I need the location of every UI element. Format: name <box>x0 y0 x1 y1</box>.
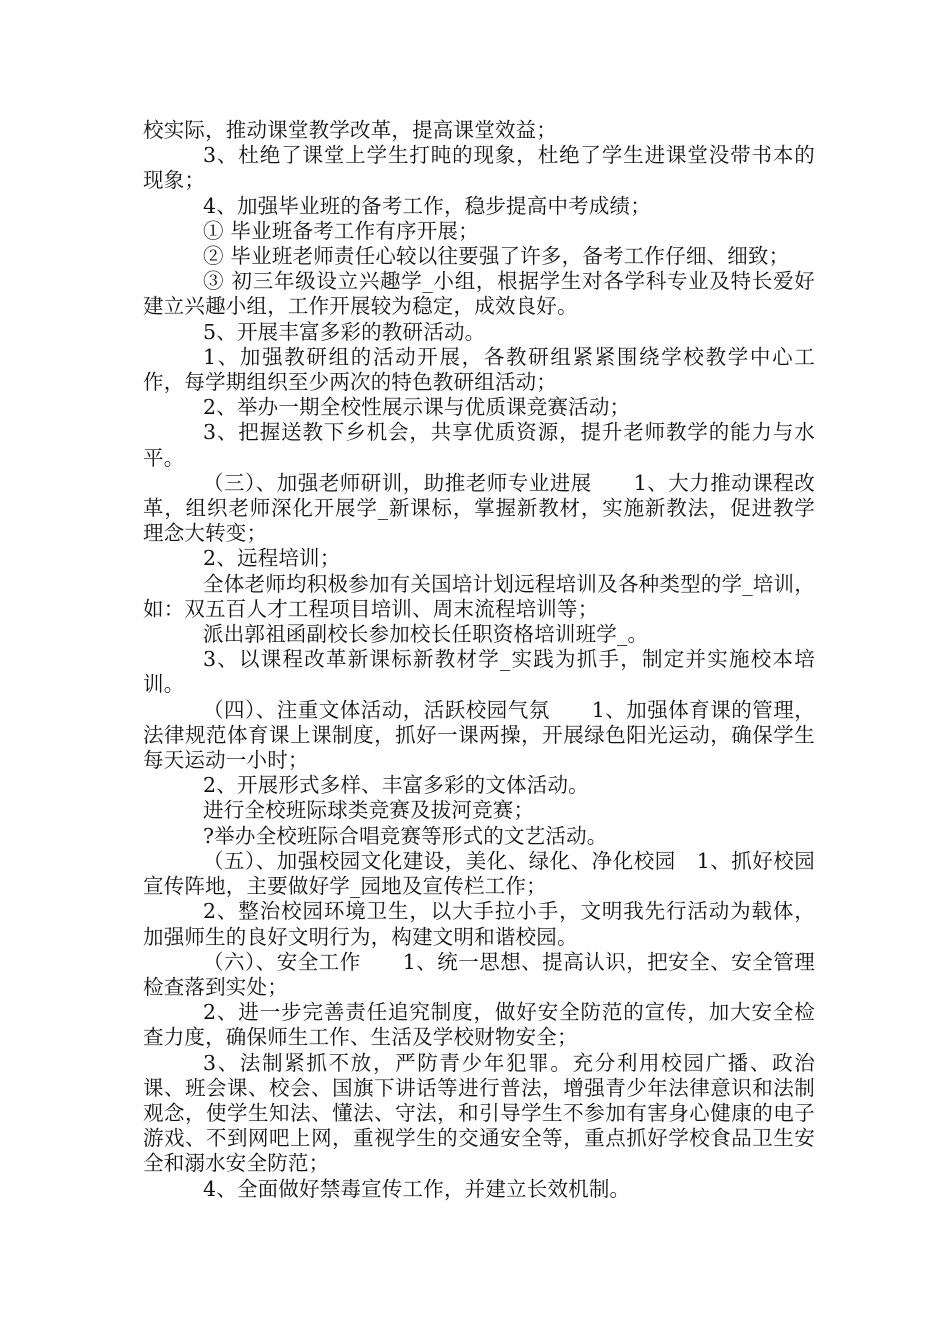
paragraph: 1、加强教研组的活动开展，各教研组紧紧围绕学校教学中心工作，每学期组织至少两次的特色教研组活动； <box>143 344 815 395</box>
paragraph: ③ 初三年级设立兴趣学_小组，根据学生对各学科专业及特长爱好建立兴趣小组，工作开展较为稳定，成效良好。 <box>143 269 815 319</box>
paragraph: 校实际，推动课堂教学改革，提高课堂效益； <box>143 118 557 142</box>
section-heading-paragraph: （四）、注重文体活动，活跃校园气氛 1、加强体育课的管理，法律规范体育课上课制度，抓好一课两操，开展绿色阳光运动，确保学生每天运动一小时； <box>143 697 815 773</box>
paragraph: 4、加强毕业班的备考工作，稳步提高中考成绩； <box>203 193 651 218</box>
paragraph: 4、全面做好禁毒宣传工作，并建立长效机制。 <box>203 1176 631 1201</box>
paragraph: 2、远程培训； <box>203 546 341 571</box>
section-heading-paragraph: （六）、安全工作 1、统一思想、提高认识，把安全、安全管理检查落到实处； <box>143 949 815 999</box>
paragraph: 3、以课程改革新课标新教材学_实践为抓手，制定并实施校本培训。 <box>143 647 815 697</box>
paragraph: 2、开展形式多样、丰富多彩的文体活动。 <box>203 773 589 798</box>
paragraph: 3、法制紧抓不放，严防青少年犯罪。充分利用校园广播、政治课、班会课、校会、国旗下讲话等进行普法，增强青少年法律意识和法制观念，使学生知法、懂法、守法，和引导学生不参加有害身心健康的电子游戏、不到网吧上网，重视学生的交通安全等，重点抓好学校食品卫生安全和溺水安全防范； <box>143 1050 815 1176</box>
paragraph: 3、杜绝了课堂上学生打盹的现象，杜绝了学生进课堂没带书本的现象； <box>143 143 815 193</box>
paragraph: 2、举办一期全校性展示课与优质课竞赛活动； <box>203 395 631 420</box>
document-body <box>143 118 815 1202</box>
paragraph: 全体老师均积极参加有关国培计划远程培训及各种类型的学_培训，如：双五百人才工程项目培训、周末流程培训等； <box>143 571 815 621</box>
paragraph: 3、把握送教下乡机会，共享优质资源，提升老师教学的能力与水平。 <box>143 420 815 470</box>
paragraph: ?举办全校班际合唱竞赛等形式的文艺活动。 <box>203 823 608 848</box>
section-heading-paragraph: （三）、加强老师研训，助推老师专业进展 1、大力推动课程改革，组织老师深化开展学_新课标，掌握新教材，实施新教法，促进教学理念大转变； <box>143 470 815 546</box>
paragraph: ① 毕业班备考工作有序开展； <box>203 218 479 243</box>
section-heading-paragraph: （五）、加强校园文化建设，美化、绿化、净化校园 1、抓好校园宣传阵地，主要做好学_园地及宣传栏工作； <box>143 848 815 899</box>
paragraph: 2、整治校园环境卫生，以大手拉小手，文明我先行活动为载体，加强师生的良好文明行为，构建文明和谐校园。 <box>143 899 815 949</box>
paragraph: 派出郭祖函副校长参加校长任职资格培训班学_。 <box>203 622 649 647</box>
paragraph: ② 毕业班老师责任心较以往要强了许多，备考工作仔细、细致； <box>203 244 790 269</box>
paragraph: 进行全校班际球类竞赛及拔河竞赛； <box>203 798 535 823</box>
paragraph: 5、开展丰富多彩的教研活动。 <box>203 319 486 344</box>
paragraph: 2、进一步完善责任追究制度，做好安全防范的宣传，加大安全检查力度，确保师生工作、生活及学校财物安全； <box>143 1000 815 1050</box>
